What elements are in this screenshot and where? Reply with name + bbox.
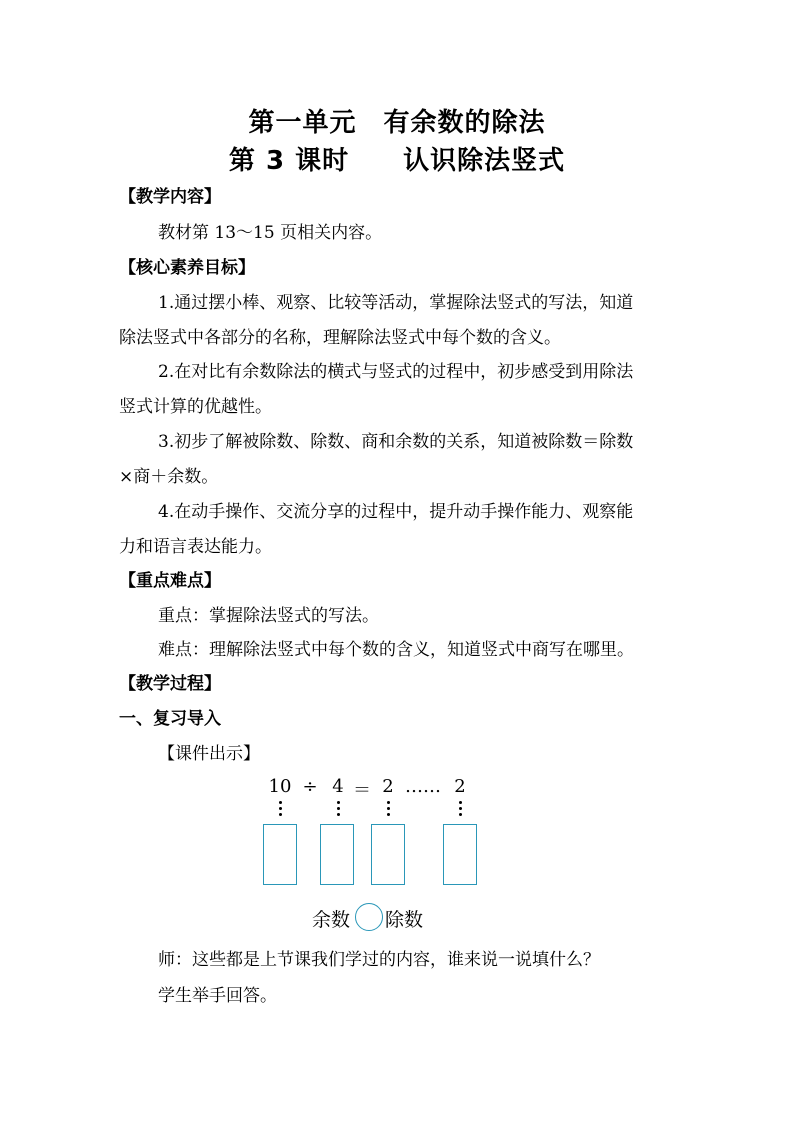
goal-3-line-2: ×商＋余数。 [119, 467, 219, 487]
goal-1-line-2: 除法竖式中各部分的名称，理解除法竖式中每个数的含义。 [119, 328, 561, 348]
blank-box-quotient [371, 824, 405, 885]
goal-1-line-1: 1.通过摆小棒、观察、比较等活动，掌握除法竖式的写法，知道 [158, 293, 634, 313]
unit-title: 第一单元 有余数的除法 [248, 108, 546, 138]
goal-4-line-1: 4.在动手操作、交流分享的过程中，提升动手操作能力、观察能 [158, 502, 634, 522]
content-heading: 【教学内容】 [119, 187, 221, 207]
step1-heading: 一、复习导入 [119, 709, 221, 729]
dotted-connector [385, 801, 391, 816]
students-line: 学生举手回答。 [158, 986, 277, 1006]
difficult-point: 难点：理解除法竖式中每个数的含义，知道竖式中商写在哪里。 [158, 640, 634, 660]
courseware-label: 【课件出示】 [158, 744, 260, 764]
goal-3-line-1: 3.初步了解被除数、除数、商和余数的关系，知道被除数＝除数 [158, 432, 634, 452]
equals-sign: ＝ [353, 780, 371, 801]
remainder: 2 [454, 776, 466, 797]
dotted-connector [277, 801, 283, 816]
divisor: 4 [332, 776, 344, 797]
division-sign: ÷ [302, 776, 318, 797]
compare-left-label: 余数 [312, 909, 351, 931]
goal-4-line-2: 力和语言表达能力。 [119, 537, 272, 557]
dotted-connector [335, 801, 341, 816]
goal-2-line-2: 竖式计算的优越性。 [119, 397, 272, 417]
blank-box-remainder [443, 824, 477, 885]
key-heading: 【重点难点】 [119, 571, 221, 591]
lesson-title: 第 3 课时 认识除法竖式 [228, 146, 566, 176]
goal-2-line-1: 2.在对比有余数除法的横式与竖式的过程中，初步感受到用除法 [158, 362, 634, 382]
ellipsis: …… [405, 776, 441, 797]
teacher-line: 师：这些都是上节课我们学过的内容，谁来说一说填什么？ [158, 950, 600, 970]
quotient: 2 [382, 776, 394, 797]
content-text: 教材第 13～15 页相关内容。 [158, 223, 383, 243]
dotted-connector [457, 801, 463, 816]
blank-box-dividend [263, 824, 297, 885]
dividend: 10 [268, 776, 292, 797]
goals-heading: 【核心素养目标】 [119, 258, 255, 278]
key-point: 重点：掌握除法竖式的写法。 [158, 606, 379, 626]
compare-right-label: 除数 [385, 909, 424, 931]
compare-blank-circle [355, 903, 383, 931]
blank-box-divisor [320, 824, 354, 885]
process-heading: 【教学过程】 [119, 674, 221, 694]
